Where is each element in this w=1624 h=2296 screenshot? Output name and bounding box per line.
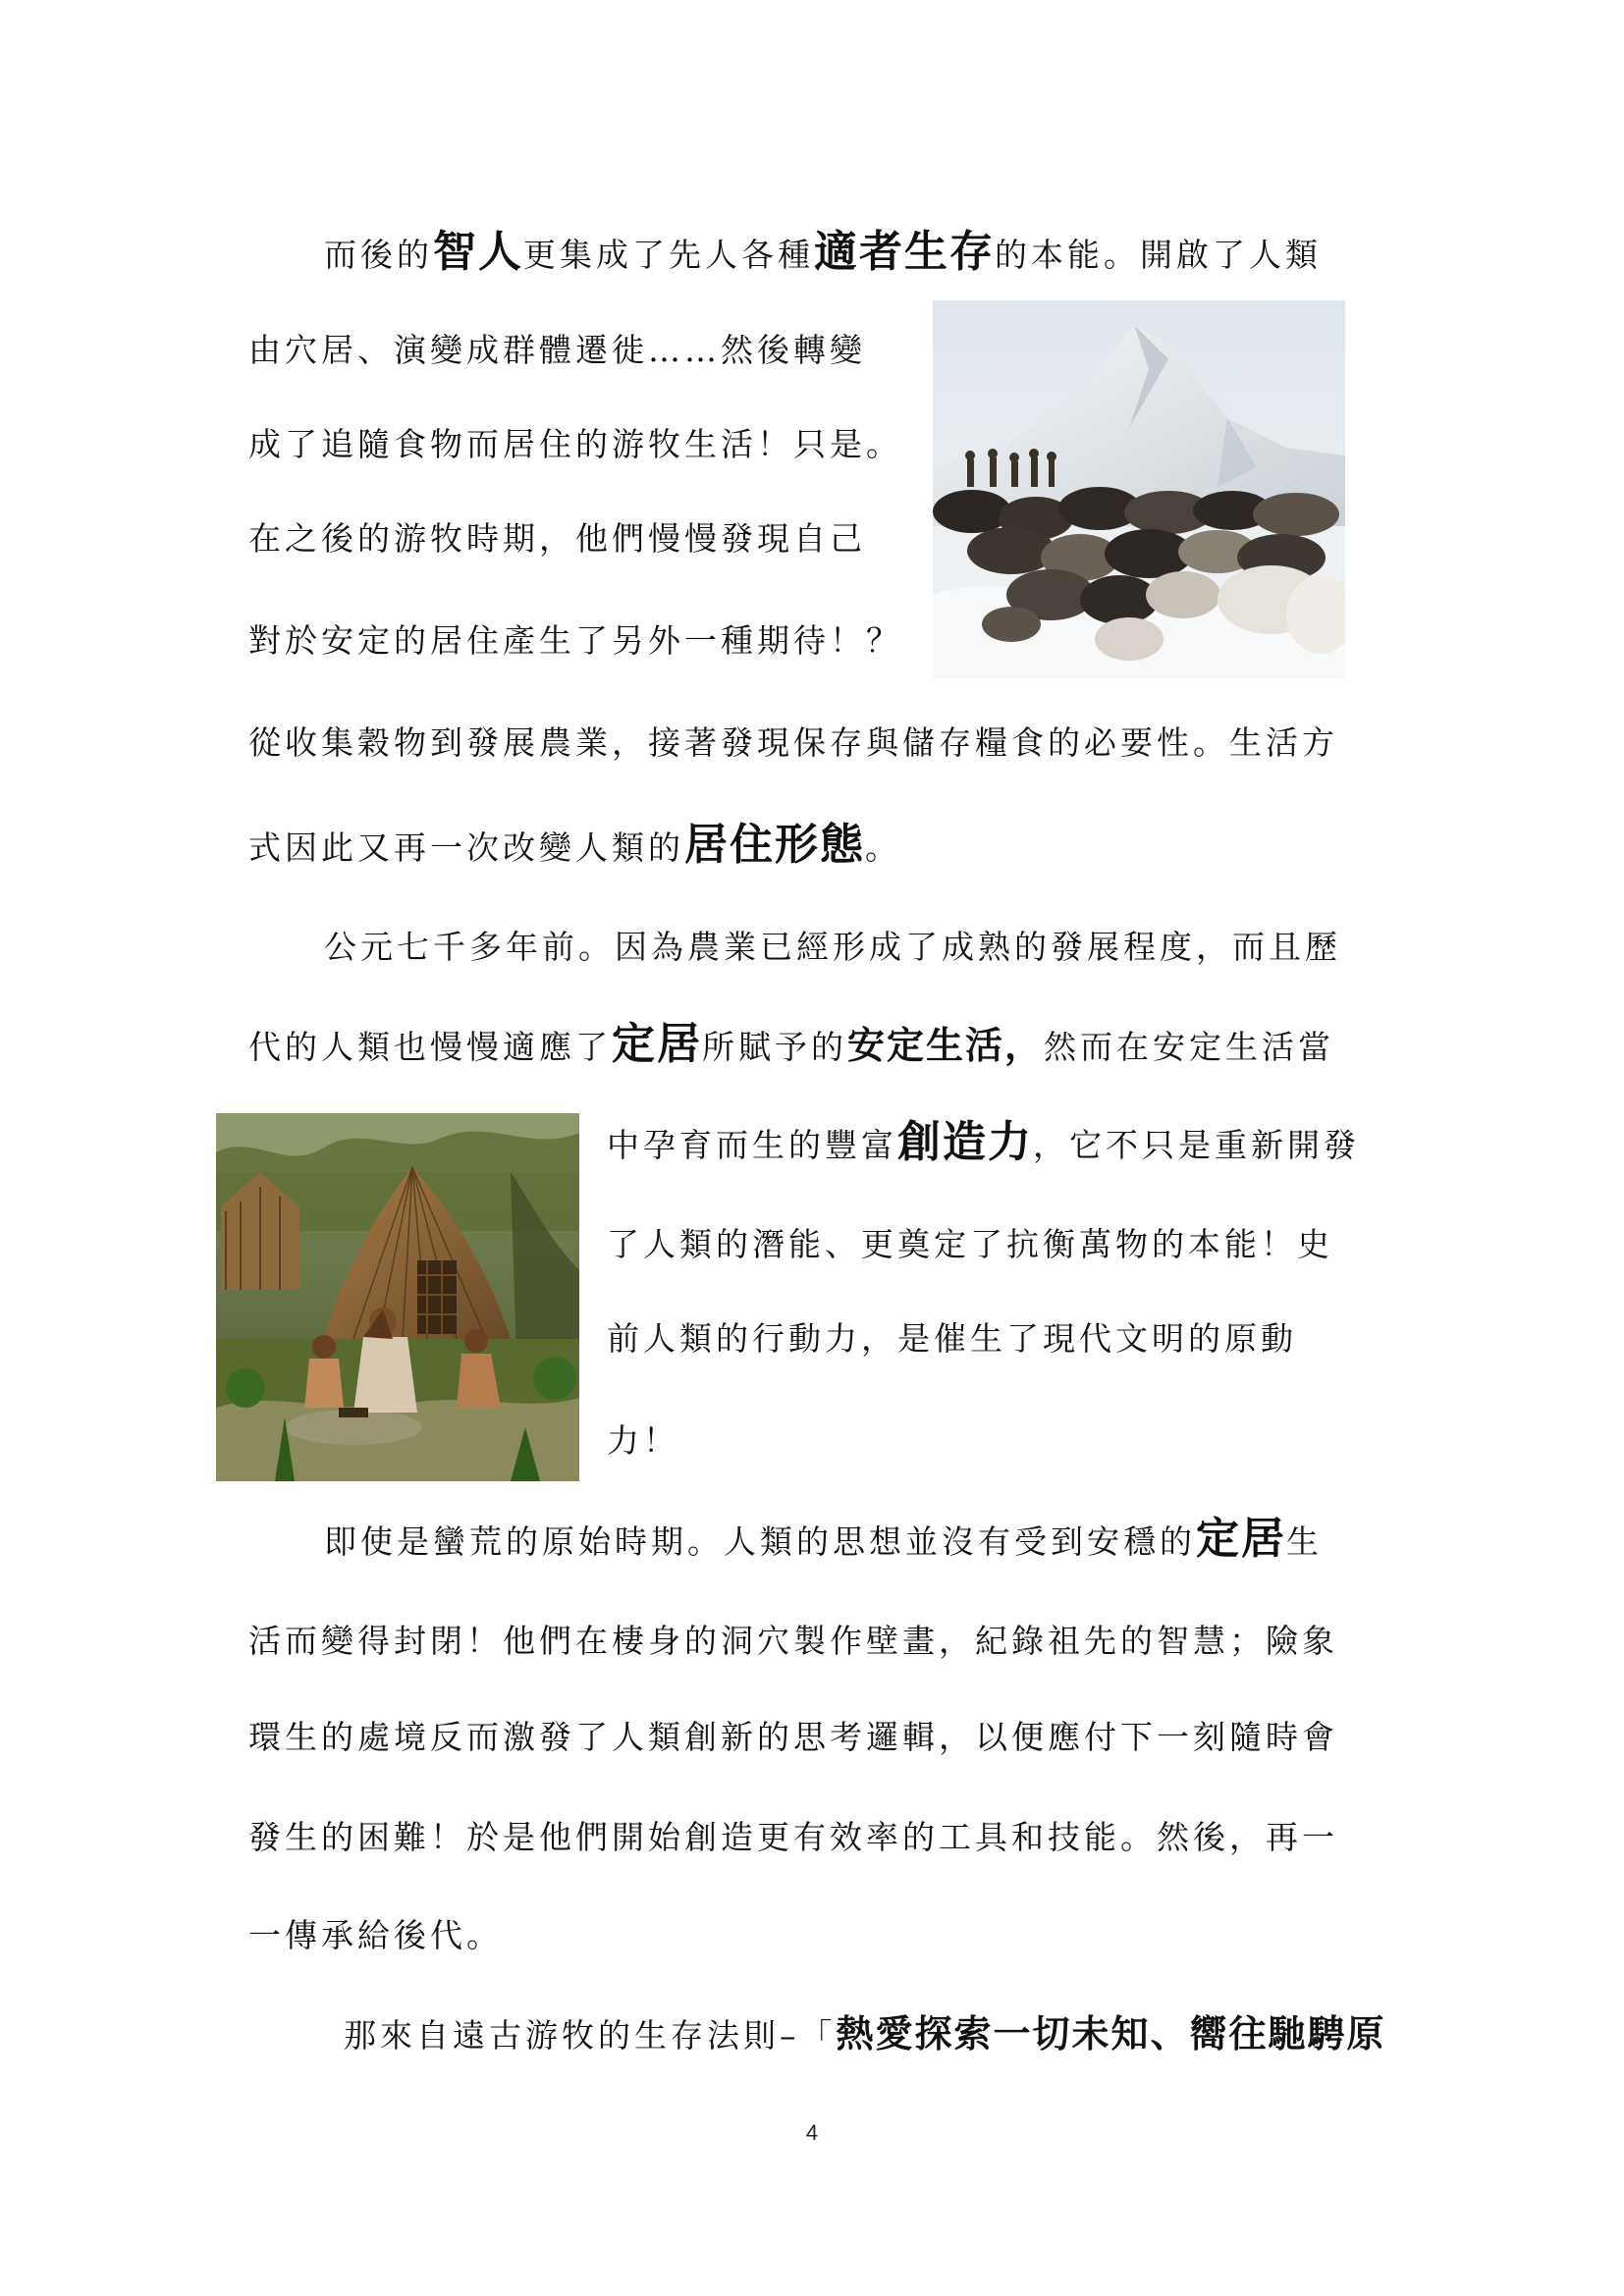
text-run: 的本能。開啟了人類 xyxy=(995,236,1322,274)
text-run: 而後的 xyxy=(324,236,433,274)
paragraph-1-line-1 xyxy=(324,229,1322,279)
prehistoric-hut-family-image xyxy=(216,1113,579,1481)
emphasis-creativity: 創造力 xyxy=(897,1117,1033,1167)
paragraph-1-line-4: 在之後的游牧時期，他們慢慢發現自己 xyxy=(248,519,866,558)
paragraph-3-line-5: 一傳承給後代。 xyxy=(248,1916,503,1954)
paragraph-3-line-1 xyxy=(324,1516,1323,1566)
paragraph-2-line-3 xyxy=(607,1119,1360,1169)
paragraph-1-line-2: 由穴居、演變成群體遷徙……然後轉變 xyxy=(248,331,866,369)
paragraph-1-line-6: 從收集穀物到發展農業，接著發現保存與儲存糧食的必要性。生活方 xyxy=(248,723,1338,762)
emphasis-smart-human: 智人 xyxy=(433,227,523,277)
text-run: 那來自遠古游牧的生存法則–「 xyxy=(344,2016,837,2055)
page-number: 4 xyxy=(805,2120,819,2145)
paragraph-1-line-5: 對於安定的居住產生了另外一種期待！？ xyxy=(248,621,902,660)
paragraph-2-line-4: 了人類的潛能、更奠定了抗衡萬物的本能！史 xyxy=(607,1225,1333,1263)
paragraph-2-line-6: 力！ xyxy=(607,1421,679,1460)
emphasis-survival-of-fittest: 適者生存 xyxy=(814,227,995,277)
paragraph-3-line-3: 環生的處境反而激發了人類創新的思考邏輯，以便應付下一刻隨時會 xyxy=(248,1718,1338,1756)
paragraph-3-line-4: 發生的困難！於是他們開始創造更有效率的工具和技能。然後，再一 xyxy=(248,1818,1338,1856)
text-run: 所賦予的 xyxy=(702,1028,847,1066)
text-run: 代的人類也慢慢適應了 xyxy=(248,1028,612,1066)
nomad-herd-snow-mountain-image xyxy=(933,300,1345,678)
text-run: 生 xyxy=(1286,1522,1323,1561)
text-run: 。 xyxy=(865,828,901,867)
paragraph-1-line-3: 成了追隨食物而居住的游牧生活！只是。 xyxy=(248,425,902,463)
emphasis-explore-unknown: 熱愛探索一切未知、嚮往馳騁原 xyxy=(836,2011,1386,2056)
emphasis-dwelling-form: 居住形態 xyxy=(684,820,865,870)
text-run: 然而在安定生活當 xyxy=(1044,1028,1335,1066)
paragraph-2-line-5: 前人類的行動力，是催生了現代文明的原動 xyxy=(607,1319,1297,1358)
text-run: ，它不只是重新開發 xyxy=(1033,1126,1360,1164)
paragraph-2-line-2 xyxy=(248,1021,1334,1071)
text-run: 式因此又再一次改變人類的 xyxy=(248,828,684,867)
text-run: 即使是蠻荒的原始時期。人類的思想並沒有受到安穩的 xyxy=(324,1522,1196,1561)
paragraph-3-line-2: 活而變得封閉！他們在棲身的洞穴製作壁畫，紀錄祖先的智慧；險象 xyxy=(248,1622,1338,1660)
emphasis-stable-life: 安定生活， xyxy=(847,1023,1045,1067)
paragraph-4-line-1 xyxy=(344,2010,1386,2059)
emphasis-settlement: 定居 xyxy=(612,1019,702,1069)
emphasis-settlement: 定居 xyxy=(1196,1514,1286,1564)
text-run: 更集成了先人各種 xyxy=(523,236,814,274)
paragraph-2-line-1: 公元七千多年前。因為農業已經形成了成熟的發展程度，而且歷 xyxy=(324,928,1341,966)
text-run: 中孕育而生的豐富 xyxy=(607,1126,897,1164)
paragraph-1-line-7 xyxy=(248,822,901,872)
